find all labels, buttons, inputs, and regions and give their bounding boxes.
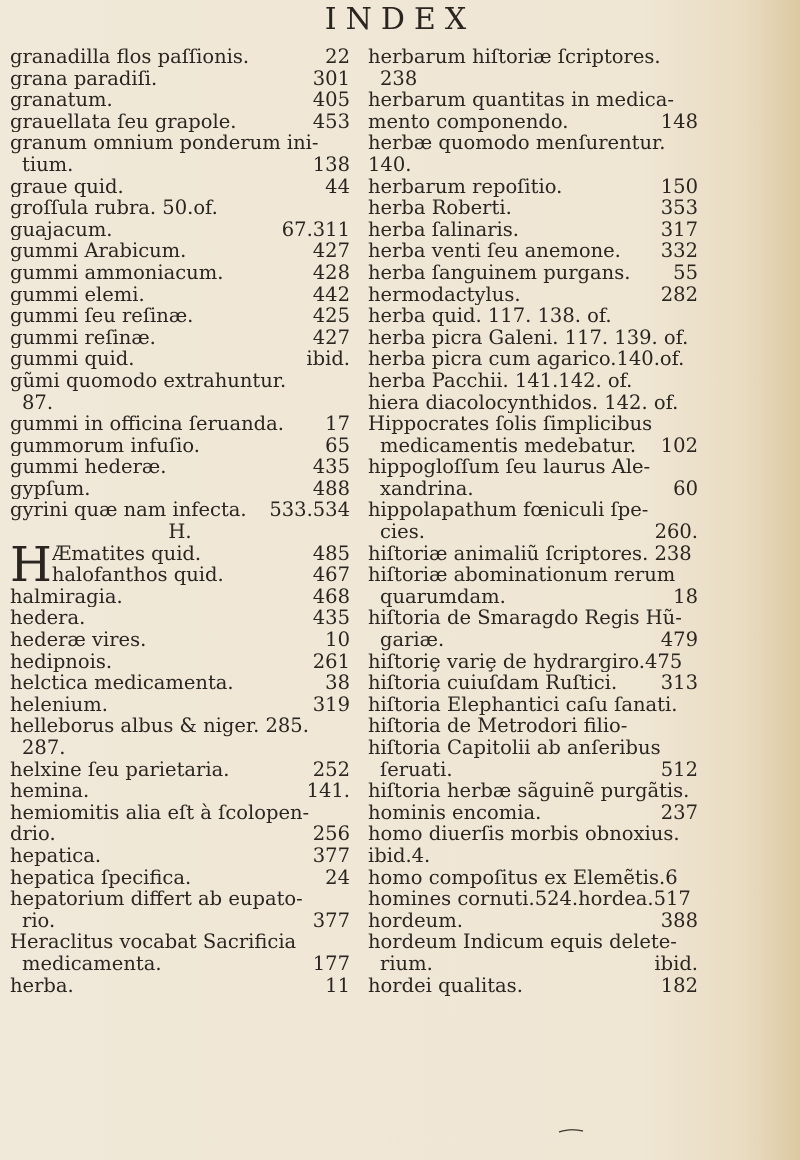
entry-term: granadilla flos paſſionis.	[10, 46, 250, 68]
entry-term: herba picra cum agarico.140.of.	[368, 348, 685, 370]
entry-page: 141.	[306, 780, 350, 802]
entry-term: granum omnium ponderum ini-	[10, 132, 319, 154]
entry-page: 24	[325, 866, 350, 889]
entry-term: homo diuerſis morbis obnoxius.	[368, 823, 680, 845]
entry-term: hemiomitis alia eſt à ſcolopen-	[10, 801, 310, 824]
entry-term: hippogloſſum ſeu laurus Ale-	[368, 456, 651, 478]
index-entry	[10, 931, 350, 953]
entry-page: 468	[312, 585, 350, 608]
entry-page: ibid.	[306, 348, 350, 370]
index-entry	[368, 888, 698, 910]
entry-term: gyrini quæ nam infecta.	[10, 499, 247, 522]
entry-term: Heraclitus vocabat Sacrificia	[10, 931, 297, 953]
entry-term: ſeruati.	[380, 758, 453, 781]
entry-term: gummi hederæ.	[10, 456, 167, 478]
entry-page: 55	[673, 261, 698, 284]
entry-term: herbarum quantitas in medica-	[368, 89, 674, 111]
entry-page: 405	[312, 89, 350, 111]
entry-page: 435	[312, 607, 350, 630]
entry-term: hiera diacolocynthidos. 142. of.	[368, 391, 679, 414]
entry-term: grana paradiſi.	[10, 67, 158, 90]
entry-term: groſſula rubra. 50.of.	[10, 197, 218, 219]
entry-term: herba Pacchii. 141.142. of.	[368, 369, 633, 392]
entry-term: herbarum hiſtoriæ ſcriptores.	[368, 46, 661, 68]
index-entry	[10, 975, 350, 997]
page-header: INDEX	[324, 2, 476, 37]
entry-term: gummorum infuſio.	[10, 434, 200, 457]
dropcap-lines	[10, 536, 350, 593]
entry-term: hiſtoriæ animaliũ ſcriptores. 238	[368, 542, 692, 565]
entry-term: hiſtoria de Metrodori filio-	[368, 715, 628, 737]
entry-term: hiſtoria Elephantici caſu ſanati.	[368, 693, 678, 716]
index-entry	[368, 499, 698, 521]
index-entry	[368, 111, 698, 133]
entry-page: 428	[312, 261, 350, 284]
entry-page: 60	[673, 477, 698, 500]
entry-page: 18	[673, 585, 698, 608]
entry-page: 150	[660, 175, 698, 198]
index-entry	[368, 219, 698, 241]
index-entry	[10, 392, 350, 414]
entry-page: 44	[325, 175, 350, 198]
entry-term: hiſtoriȩ variȩ de hydrargiro.475	[368, 650, 683, 673]
index-entry	[10, 478, 350, 500]
entry-term: hederæ vires.	[10, 629, 147, 651]
entry-term: herba.	[10, 974, 74, 997]
index-entry	[368, 262, 698, 284]
entry-term: herba venti ſeu anemone.	[368, 240, 621, 262]
entry-page: 313	[660, 672, 698, 694]
entry-term: grauellata ſeu grapole.	[10, 110, 237, 133]
right-entries	[368, 46, 698, 996]
entry-term: hiſtoria Capitolii ab anſeribus	[368, 737, 661, 759]
index-entry	[368, 68, 698, 90]
entry-term: drio.	[10, 823, 56, 845]
entry-page: 65	[325, 434, 350, 457]
entry-term: 287.	[22, 737, 66, 759]
index-entry	[368, 607, 698, 629]
index-entry	[368, 413, 698, 435]
index-entry	[10, 240, 350, 262]
entry-page: 256	[312, 823, 350, 845]
index-entry	[10, 132, 350, 154]
index-entry	[368, 543, 698, 565]
index-entry	[368, 327, 698, 349]
entry-term: hermodactylus.	[368, 283, 521, 306]
index-entry	[10, 737, 350, 759]
entry-term: gummi quid.	[10, 348, 135, 370]
index-entry	[368, 478, 698, 500]
entry-term: halmiragia.	[10, 585, 123, 608]
entry-term: herba ſanguinem purgans.	[368, 261, 631, 284]
index-entry	[368, 46, 698, 68]
entry-term: hedera.	[10, 607, 86, 630]
right-column	[368, 46, 698, 996]
entry-term: gummi Arabicum.	[10, 240, 187, 262]
entry-page: 388	[660, 909, 698, 932]
index-entry	[10, 888, 350, 910]
index-entry	[10, 586, 350, 608]
entry-term: hominis encomia.	[368, 801, 542, 824]
entry-page: 485	[312, 542, 350, 565]
index-entry	[368, 629, 698, 651]
index-entry	[368, 759, 698, 781]
entry-page: 427	[312, 240, 350, 262]
index-entry	[10, 823, 350, 845]
index-entry	[10, 910, 350, 932]
entry-term: quarumdam.	[380, 585, 506, 608]
entry-page: 148	[660, 110, 698, 133]
index-entry	[10, 780, 350, 802]
entry-term: hiſtoria herbæ sãguinẽ purgãtis.	[368, 780, 690, 802]
entry-term: gummi elemi.	[10, 283, 145, 306]
index-entry	[368, 154, 698, 176]
index-entry	[368, 802, 698, 824]
entry-term: gariæ.	[380, 629, 445, 651]
index-entry	[10, 651, 350, 673]
entry-page: 467	[312, 564, 350, 586]
index-entry	[368, 737, 698, 759]
entry-term: graue quid.	[10, 175, 124, 198]
entry-term: mento componendo.	[368, 110, 569, 133]
entry-page: 102	[660, 434, 698, 457]
index-entry	[10, 176, 350, 198]
section-heading: H.	[168, 520, 192, 544]
entry-term: homines cornuti.524.hordea.517	[368, 888, 691, 910]
entry-term: hepatorium differt ab eupato-	[10, 888, 303, 910]
entry-term: hepatica.	[10, 844, 102, 867]
entry-page: 332	[660, 240, 698, 262]
entry-page: 442	[312, 283, 350, 306]
left-column	[10, 46, 350, 996]
entry-page: 252	[312, 758, 350, 781]
entry-page: 317	[660, 218, 698, 241]
entry-term: rium.	[380, 952, 433, 975]
entry-term: helleborus albus & niger. 285.	[10, 715, 309, 737]
entry-page: 177	[312, 952, 350, 975]
index-entry	[368, 845, 698, 867]
entry-term: herba picra Galeni. 117. 139. of.	[368, 326, 689, 349]
index-entry	[10, 154, 350, 176]
entry-page: 138	[312, 153, 350, 176]
index-entry	[10, 499, 350, 521]
entry-page: 377	[312, 844, 350, 867]
entry-term: gummi ſeu reſinæ.	[10, 305, 194, 327]
entry-term: homo compoſitus ex Elemẽtis.6	[368, 866, 678, 889]
g-entries	[10, 46, 350, 521]
index-entry	[10, 629, 350, 651]
index-entry	[10, 845, 350, 867]
index-entry	[10, 759, 350, 781]
entry-page: 260.	[654, 521, 698, 543]
entry-term: gypſum.	[10, 477, 91, 500]
index-entry	[368, 176, 698, 198]
index-entry	[368, 197, 698, 219]
index-entry	[10, 607, 350, 629]
entry-term: herba ſalinaris.	[368, 218, 519, 241]
index-entry	[368, 564, 698, 586]
entry-term: gummi in officina ſeruanda.	[10, 413, 284, 435]
ornament-icon	[558, 1128, 584, 1134]
entry-term: herbæ quomodo menſurentur.	[368, 132, 666, 154]
index-entry	[368, 521, 698, 543]
index-entry	[10, 327, 350, 349]
index-entry	[10, 370, 350, 392]
entry-page: 182	[660, 974, 698, 997]
entry-page: 377	[312, 909, 350, 932]
index-entry	[368, 823, 698, 845]
index-entry	[10, 867, 350, 889]
index-entry	[52, 564, 350, 586]
index-entry	[368, 715, 698, 737]
index-entry	[10, 435, 350, 457]
index-entry	[10, 305, 350, 327]
index-entry	[10, 262, 350, 284]
index-entry	[10, 348, 350, 370]
entry-term: hiſtoriæ abominationum rerum	[368, 564, 676, 586]
index-entry	[368, 456, 698, 478]
index-entry	[368, 305, 698, 327]
entry-page: 17	[325, 413, 350, 435]
index-entry	[10, 413, 350, 435]
index-entry	[10, 284, 350, 306]
entry-page: 282	[660, 283, 698, 306]
entry-page: 11	[325, 974, 350, 997]
entry-term: hedipnois.	[10, 650, 113, 673]
entry-page: 435	[312, 456, 350, 478]
index-entry	[10, 219, 350, 241]
index-entry	[368, 867, 698, 889]
entry-term: helxine ſeu parietaria.	[10, 758, 230, 781]
entry-page: 67.311	[281, 218, 350, 241]
entry-term: medicamentis medebatur.	[380, 434, 637, 457]
entry-page: 533.534	[269, 499, 350, 522]
entry-term: herbarum repoſitio.	[368, 175, 563, 198]
index-entry	[368, 132, 698, 154]
entry-page: 427	[312, 326, 350, 349]
index-entry	[10, 672, 350, 694]
index-entry	[368, 240, 698, 262]
index-entry	[368, 910, 698, 932]
index-entry	[368, 392, 698, 414]
entry-page: 512	[660, 758, 698, 781]
index-entry	[10, 197, 350, 219]
entry-page: 261	[312, 650, 350, 673]
index-entry	[368, 370, 698, 392]
dropcap-block	[10, 536, 350, 593]
entry-term: granatum.	[10, 89, 113, 111]
index-entry	[10, 89, 350, 111]
entry-term: ibid.4.	[368, 844, 431, 867]
index-entry	[368, 953, 698, 975]
index-entry	[10, 456, 350, 478]
entry-term: hemina.	[10, 780, 90, 802]
dropcap: H	[10, 536, 52, 593]
entry-term: hiſtoria de Smaragdo Regis Hũ-	[368, 607, 682, 630]
entry-term: hepatica ſpecifica.	[10, 866, 192, 889]
index-entry	[368, 780, 698, 802]
entry-page: 237	[660, 801, 698, 824]
index-entry	[10, 694, 350, 716]
entry-term: Æmatites quid.	[51, 542, 202, 565]
entry-term: gummi ammoniacum.	[10, 261, 224, 284]
entry-term: 140.	[368, 153, 412, 176]
entry-term: hippolapathum fœniculi ſpe-	[368, 499, 649, 522]
index-entry	[10, 46, 350, 68]
entry-page: 425	[312, 305, 350, 327]
entry-term: Hippocrates ſolis ſimplicibus	[368, 413, 653, 435]
entry-page: ibid.	[654, 952, 698, 975]
entry-term: gũmi quomodo extrahuntur.	[10, 369, 287, 392]
index-entry	[368, 975, 698, 997]
index-entry	[10, 715, 350, 737]
entry-term: hordei qualitas.	[368, 974, 523, 997]
entry-term: 87.	[22, 391, 54, 414]
entry-term: helctica medicamenta.	[10, 672, 234, 694]
entry-page: 301	[312, 67, 350, 90]
index-entry	[368, 348, 698, 370]
entry-page: 479	[660, 629, 698, 651]
entry-page: 10	[325, 629, 350, 651]
entry-page: 319	[312, 693, 350, 716]
entry-term: 238	[380, 67, 418, 90]
index-entry	[10, 111, 350, 133]
entry-term: hordeum.	[368, 909, 463, 932]
entry-term: herba Roberti.	[368, 197, 512, 219]
entry-page: 22	[325, 46, 350, 68]
index-entry	[52, 543, 350, 565]
entry-term: herba quid. 117. 138. of.	[368, 305, 612, 327]
index-entry	[368, 89, 698, 111]
entry-term: hiſtoria cuiuſdam Ruſtici.	[368, 672, 618, 694]
index-entry	[368, 435, 698, 457]
entry-term: xandrina.	[380, 477, 474, 500]
entry-term: helenium.	[10, 693, 108, 716]
entry-page: 353	[660, 197, 698, 219]
entry-term: gummi reſinæ.	[10, 326, 156, 349]
entry-term: rio.	[22, 909, 56, 932]
index-entry	[368, 672, 698, 694]
entry-term: hordeum Indicum equis delete-	[368, 931, 677, 953]
index-entry	[368, 651, 698, 673]
entry-term: cies.	[380, 521, 425, 543]
entry-term: halofanthos quid.	[51, 564, 224, 586]
entry-term: guajacum.	[10, 218, 113, 241]
index-entry	[368, 586, 698, 608]
index-entry	[10, 68, 350, 90]
index-entry	[368, 931, 698, 953]
h-entries	[10, 586, 350, 996]
entry-page: 488	[312, 477, 350, 500]
index-entry	[368, 284, 698, 306]
entry-page: 453	[312, 110, 350, 133]
index-entry	[368, 694, 698, 716]
entry-term: tium.	[22, 153, 74, 176]
entry-term: medicamenta.	[22, 952, 162, 975]
index-entry	[10, 802, 350, 824]
index-entry	[10, 953, 350, 975]
entry-page: 38	[325, 672, 350, 694]
